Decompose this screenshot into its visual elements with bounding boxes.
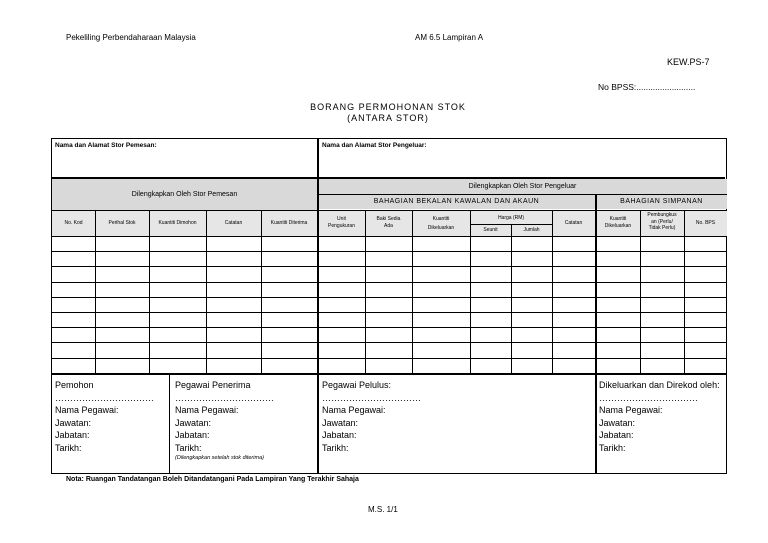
simpanan-section-title: BAHAGIAN SIMPANAN (620, 198, 703, 205)
grid-h-line (52, 358, 727, 359)
col-dikeluarkan-sub: Dikeluarkan (427, 225, 455, 231)
grid-v-line (552, 211, 553, 373)
grid-v-line (206, 211, 207, 373)
col-kuantiti-dk: Kuantiti (609, 216, 627, 222)
dots: …………………………… (599, 392, 698, 403)
penerima-block (175, 379, 274, 462)
col-harga: Harga (RM) (497, 215, 525, 221)
h-line (52, 236, 727, 237)
tarikh-label: Tarikh: (322, 442, 349, 453)
stock-request-form (51, 138, 727, 474)
grid-v-line (149, 211, 150, 373)
pelulus-title: Pegawai Pelulus: (322, 380, 392, 390)
col-perihal-stok: Perihal Stok (108, 220, 136, 226)
bpss-number: No BPSS:......................... (598, 82, 696, 92)
jawatan-label: Jawatan: (599, 417, 636, 428)
form-title: BORANG PERMOHONAN STOK (310, 102, 466, 112)
dots: …………………………… (175, 392, 274, 403)
h-line (52, 177, 725, 179)
grid-v-line (640, 211, 641, 373)
grid-v-line (365, 211, 366, 373)
form-subtitle: (ANTARA STOR) (347, 113, 429, 123)
grid-v-line (261, 211, 262, 373)
grid-v-line (412, 211, 413, 373)
tarikh-label: Tarikh: (175, 442, 202, 453)
grid-v-line (511, 225, 512, 373)
h-line (318, 194, 727, 195)
jabatan-label: Jabatan: (599, 430, 634, 440)
h-line (52, 210, 727, 211)
grid-h-line (52, 297, 727, 298)
col-catatan-pengeluar: Catatan (564, 220, 583, 226)
grid-h-line (52, 327, 727, 328)
stor-pengeluar-label: Nama dan Alamat Stor Pengeluar: (322, 142, 427, 149)
col-kuantiti-diterima: Kuantiti Diterima (270, 220, 308, 226)
col-catatan: Catatan (224, 220, 243, 226)
dots: …………………………… (55, 392, 154, 403)
grid-h-line (52, 342, 727, 343)
nama-label: Nama Pegawai: (322, 405, 386, 415)
pemohon-block (55, 379, 154, 454)
pemesan-section-title: Dilengkapkan Oleh Stor Pemesan (131, 191, 238, 198)
nama-label: Nama Pegawai: (175, 405, 239, 415)
grid-h-line (52, 312, 727, 313)
col-no-bps: No. BPS (695, 220, 716, 226)
grid-v-line (95, 211, 96, 373)
col-pembungkusan-sub2: Tidak Perlu) (648, 225, 676, 231)
col-kuantiti-dimohon: Kuantiti Dimohon (158, 220, 197, 226)
dots: …………………………… (322, 392, 421, 403)
col-no-kod: No. Kod (64, 220, 83, 226)
appendix-reference: AM 6.5 Lampiran A (415, 33, 484, 42)
v-line (169, 373, 170, 473)
jabatan-label: Jabatan: (175, 430, 210, 440)
tarikh-label: Tarikh: (599, 442, 626, 453)
col-pembungkusan-sub: an (Perlu/ (651, 219, 673, 225)
circular-reference: Pekeliling Perbendaharaan Malaysia (66, 33, 196, 42)
jabatan-label: Jabatan: (55, 430, 90, 440)
grid-h-line (52, 266, 727, 267)
h-line (52, 373, 727, 375)
nama-label: Nama Pegawai: (55, 405, 119, 415)
pemohon-title: Pemohon (55, 380, 94, 390)
page-number: M.S. 1/1 (368, 505, 398, 514)
form-code: KEW.PS-7 (667, 57, 710, 67)
col-unit-sub: Pengukuran (328, 223, 355, 229)
col-pembungkusan: Pembungkus (647, 212, 677, 218)
jawatan-label: Jawatan: (55, 417, 92, 428)
penerima-note: (Dilengkapkan setelah stok diterima) (175, 455, 264, 461)
footnote: Nota: Ruangan Tandatangan Boleh Ditandatangani Pada Lampiran Yang Terakhir Sahaja (66, 476, 359, 483)
grid-v-line (470, 211, 471, 373)
col-seunit: Seunit (483, 227, 498, 233)
stor-pemesan-label: Nama dan Alamat Stor Pemesan: (55, 142, 157, 149)
jabatan-label: Jabatan: (322, 430, 357, 440)
col-baki: Baki Sedia (376, 216, 401, 222)
direkod-title: Dikeluarkan dan Direkod oleh: (599, 380, 720, 390)
jawatan-label: Jawatan: (175, 417, 212, 428)
col-dikeluarkan: Kuantiti (432, 216, 450, 222)
nama-label: Nama Pegawai: (599, 405, 663, 415)
jawatan-label: Jawatan: (322, 417, 359, 428)
direkod-block (599, 379, 720, 454)
v-line-main (317, 139, 319, 473)
col-baki-sub: Ada (384, 223, 393, 229)
grid-h-line (52, 251, 727, 252)
v-line-simpanan (595, 194, 597, 473)
pelulus-block (322, 379, 421, 454)
col-kuantiti-dk-sub: Dikeluarkan (604, 223, 632, 229)
col-jumlah: Jumlah (523, 227, 540, 233)
bekalan-section-title: BAHAGIAN BEKALAN KAWALAN DAN AKAUN (373, 198, 540, 205)
col-unit: Unit (337, 216, 346, 222)
tarikh-label: Tarikh: (55, 442, 82, 453)
pengeluar-section-title: Dilengkapkan Oleh Stor Pengeluar (468, 183, 577, 190)
grid-h-line (52, 282, 727, 283)
grid-v-line (684, 211, 685, 373)
penerima-title: Pegawai Penerima (175, 380, 251, 390)
